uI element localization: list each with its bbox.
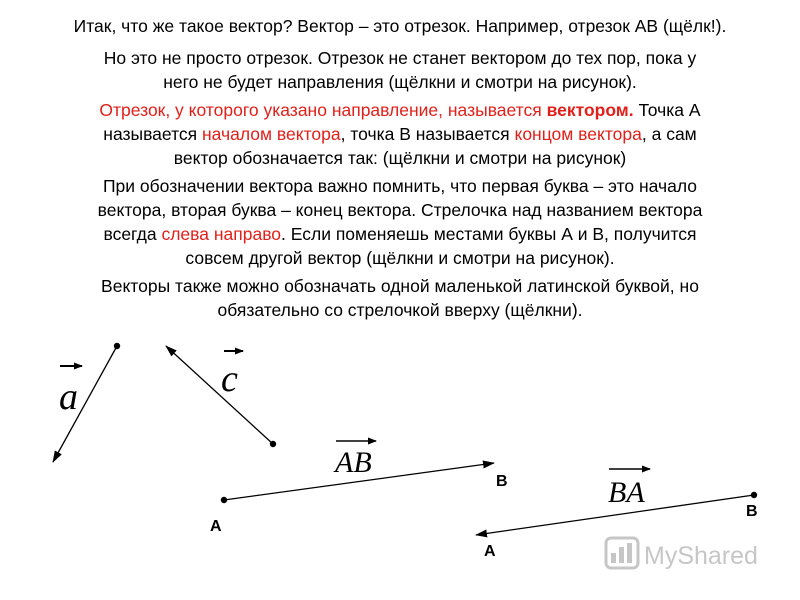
vector-ba-label bbox=[608, 469, 650, 509]
point-a-label: A bbox=[210, 518, 222, 535]
notation-line-3a: всегда bbox=[103, 224, 162, 244]
definition-term: вектором. bbox=[546, 100, 634, 120]
point-b-label: B bbox=[496, 473, 508, 490]
watermark-logo-icon bbox=[606, 538, 638, 568]
notation-line-4: совсем другой вектор (щёлкни и смотри на рисунок). bbox=[185, 248, 615, 268]
vector-c-start-point bbox=[270, 441, 276, 447]
left-to-right-term: слева направо bbox=[161, 224, 282, 244]
notation-line-1: При обозначении вектора важно помнить, что первая буква – это начало bbox=[102, 176, 698, 196]
vector-ba-start-point bbox=[751, 492, 757, 498]
direction-line-2: него не будет направления (щёлкни и смотри на рисунок). bbox=[163, 72, 637, 92]
point-b2-label: B bbox=[746, 503, 758, 520]
definition-point-a: Точка А bbox=[633, 100, 701, 120]
notation-line-2: вектора, вторая буква – конец вектора. Стрелочка над названием вектора bbox=[97, 200, 703, 220]
vector-a-label bbox=[59, 366, 82, 418]
vector-a-start-point bbox=[114, 343, 120, 349]
definition-and: , а сам bbox=[641, 124, 697, 144]
notation-line-3b: . Если поменяешь местами буквы А и В, получится bbox=[281, 224, 697, 244]
vector-start-term: началом вектора bbox=[201, 124, 341, 144]
vector-c-label bbox=[221, 351, 243, 400]
lowercase-line-2: обязательно со стрелочкой вверху (щёлкни). bbox=[217, 300, 583, 320]
intro-text: Итак, что же такое вектор? Вектор – это отрезок. Например, отрезок АВ (щёлк!). bbox=[73, 16, 727, 36]
vector-c-letter: c bbox=[221, 358, 238, 400]
vector-ab-label bbox=[333, 441, 376, 479]
definition-line-3: вектор обозначается так: (щёлкни и смотри на рисунок) bbox=[173, 148, 627, 168]
direction-line-1: Но это не просто отрезок. Отрезок не станет вектором до тех пор, пока у bbox=[103, 48, 697, 68]
vector-ab-letters: AB bbox=[335, 446, 372, 479]
watermark-text: MyShared bbox=[644, 542, 758, 570]
definition-called: называется bbox=[103, 124, 202, 144]
vector-ba-letters: BA bbox=[608, 476, 645, 509]
definition-red-text: Отрезок, у которого указано направление, называется bbox=[99, 100, 547, 120]
point-a2-label: A bbox=[484, 543, 496, 560]
vector-ab-start-point bbox=[221, 497, 227, 503]
vector-a-letter: a bbox=[59, 376, 78, 418]
vector-end-term: концом вектора bbox=[514, 124, 642, 144]
myshared-watermark bbox=[606, 538, 758, 570]
lowercase-line-1: Векторы также можно обозначать одной маленькой латинской буквой, но bbox=[101, 276, 699, 296]
definition-point-b: , точка В называется bbox=[340, 124, 515, 144]
